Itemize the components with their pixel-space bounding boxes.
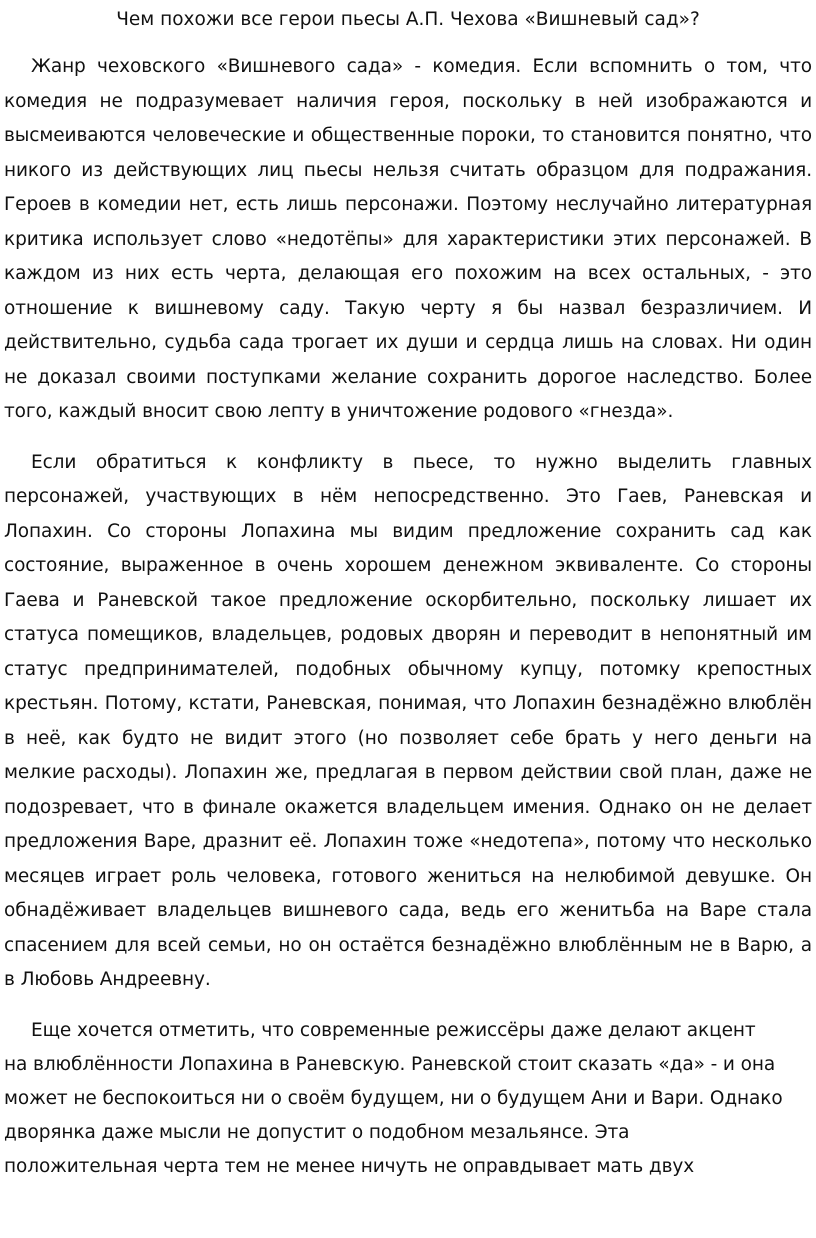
paragraph-conflict: Если обратиться к конфликту в пьесе, то нужно выделить главных персонажей, участвующих в нём непосредственно. Это Гаев, Раневская и Лопахин. Со стороны Лопахина мы видим предложение сохранить сад как состояние, выраженное в очень хорошем денежном эквиваленте. Со стороны Гаева и Раневской такое предложение оскорбительно, поскольку лишает их статуса помещиков, владельцев, родовых дворян и переводит в непонятный им статус предпринимателей, подобных обычному купцу, потомку крепостных крестьян. Потому, кстати, Раневская, понимая, что Лопахин безнадёжно влюблён в неё, как будто не видит этого (но позволяет себе брать у него деньги на мелкие расходы). Лопахин же, предлагая в первом действии свой план, даже не подозревает, что в финале окажется владельцем имения. Однако он не делает предложения Варе, дразнит её. Лопахин тоже «недотепа», потому что несколько месяцев играет роль человека, готового жениться на нелюбимой девушке. Он обнадёживает владельцев вишневого сада, ведь его женитьба на Варе стала спасением для всей семьи, но он остаётся безнадёжно влюблённым не в Варю, а в Любовь Андреевну.: [4, 451, 812, 990]
paragraph-directors: Еще хочется отметить, что современные режиссёры даже делают акцент на влюблённости Лопахина в Раневскую. Раневской стоит сказать «да» - и она может не беспокоиться ни о своём будущем, ни о будущем Ани и Вари. Однако дворянка даже мысли не допустит о подобном мезальянсе. Эта положительная черта тем не менее ничуть не оправдывает мать двух: [4, 1019, 783, 1178]
paragraph-genre: Жанр чеховского «Вишневого сада» - комедия. Если вспомнить о том, что комедия не подразумевает наличия героя, поскольку в ней изображаются и высмеиваются человеческие и общественные пороки, то становится понятно, что никого из действующих лиц пьесы нельзя считать образцом для подражания. Героев в комедии нет, есть лишь персонажи. Поэтому неслучайно литературная критика использует слово «недотёпы» для характеристики этих персонажей. В каждом из них есть черта, делающая его похожим на всех остальных, - это отношение к вишневому саду. Такую черту я бы назвал безразличием. И действительно, судьба сада трогает их души и сердца лишь на словах. Ни один не доказал своими поступками желание сохранить дорогое наследство. Более того, каждый вносит свою лепту в уничтожение родового «гнезда».: [4, 56, 812, 422]
document-title: Чем похожи все герои пьесы А.П. Чехова «Вишневый сад»?: [116, 9, 700, 30]
